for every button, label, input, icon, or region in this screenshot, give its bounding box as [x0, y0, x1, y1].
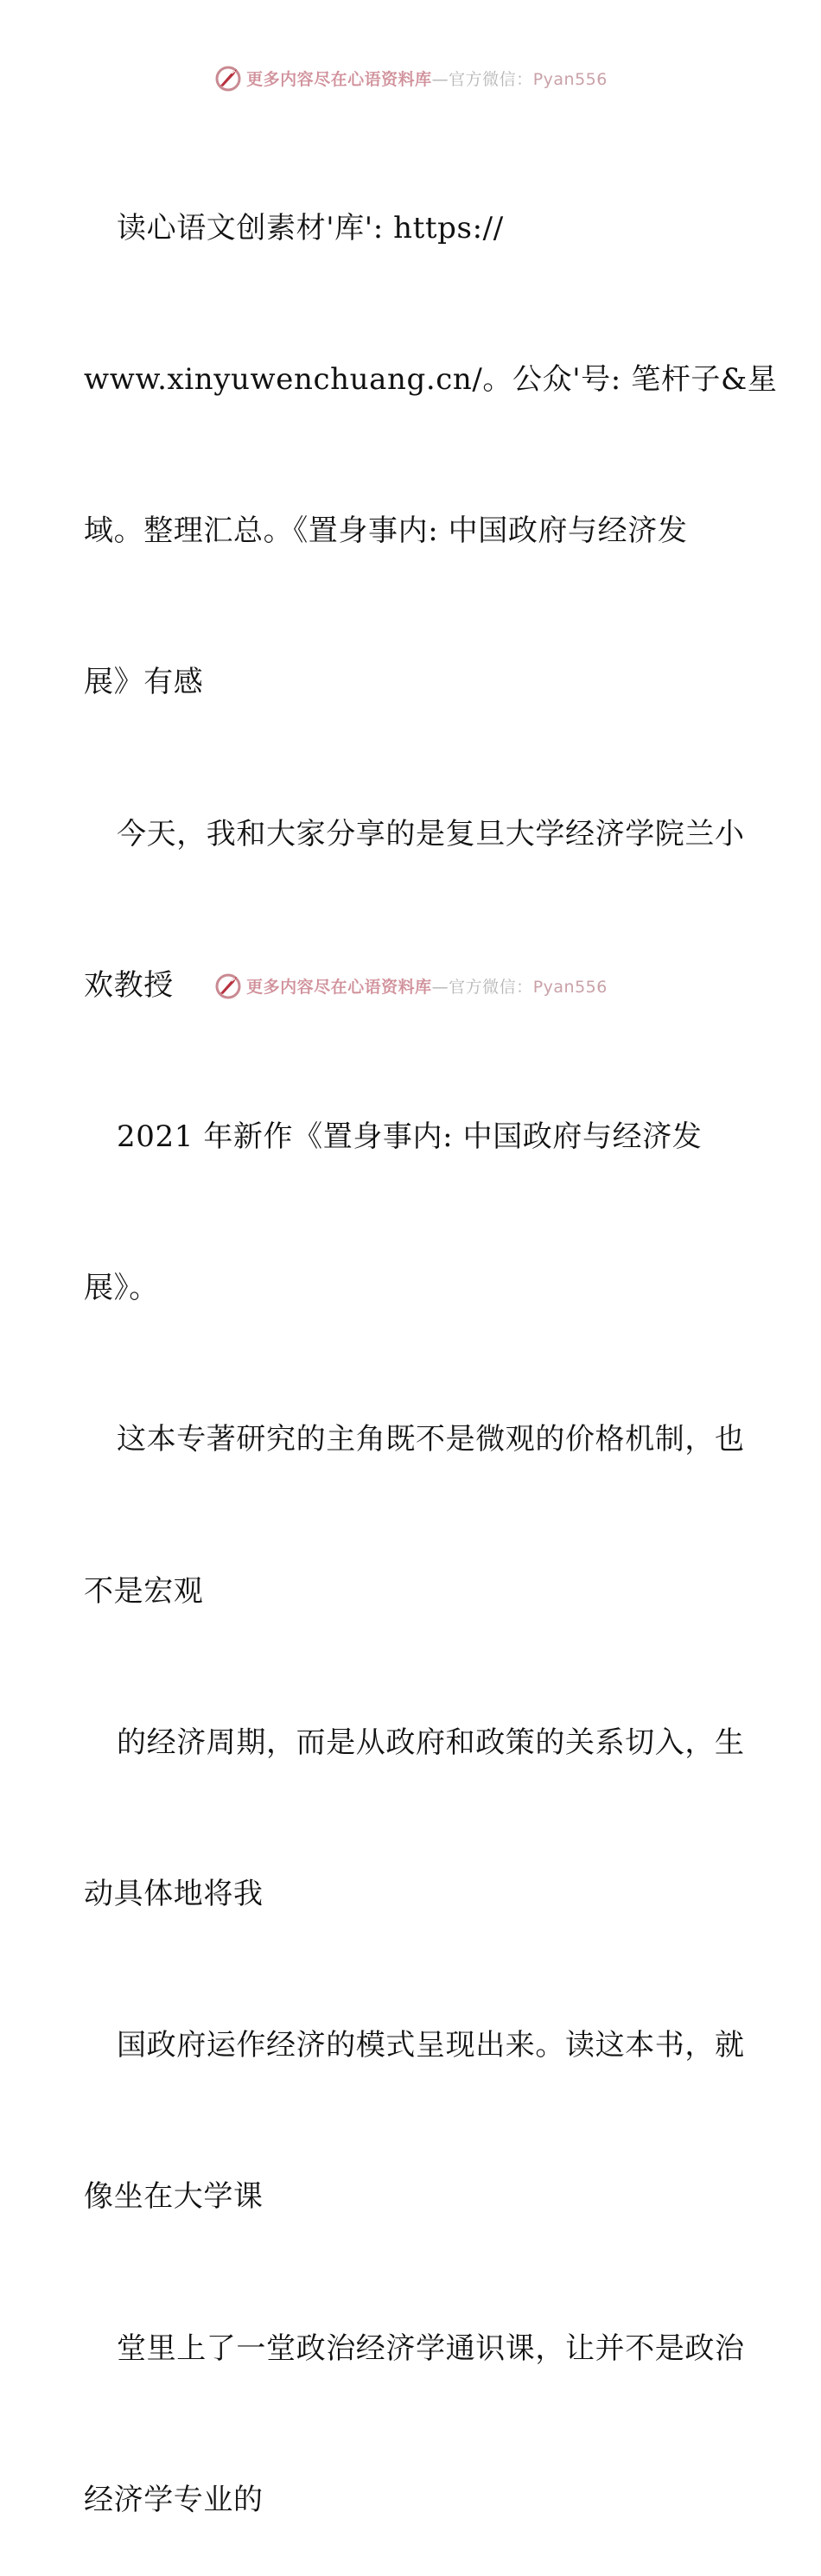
body-line: 国政府运作经济的模式呈现出来。读这本书，就 [117, 2028, 745, 2063]
body-line: 堂里上了一堂政治经济学通识课，让并不是政治 [117, 2331, 745, 2366]
body-line: 域。整理汇总。《置身事内: 中国政府与经济发 [84, 513, 688, 549]
body-line: 2021 年新作《置身事内: 中国政府与经济发 [117, 1119, 703, 1155]
footer-wechat-id: Pyan556 [532, 977, 608, 997]
body-line: 欢教授 [84, 967, 174, 1003]
body-line: 展》。 [84, 1271, 159, 1306]
body-line: www.xinyuwenchuang.cn/。公众'号: 笔杆子&星 [84, 362, 778, 398]
header-site-text: 更多内容尽在心语资料库 [246, 69, 432, 89]
quill-pen-circle-icon [213, 971, 243, 1000]
quill-pen-circle-icon [213, 63, 243, 92]
body-line: 展》有感 [84, 665, 204, 700]
footer-banner [0, 968, 821, 1003]
body-line: 的经济周期，而是从政府和政策的关系切入，生 [117, 1725, 745, 1760]
body-line: 读心语文创素材'库': https:// [117, 210, 504, 245]
header-banner-text [246, 67, 608, 90]
footer-official-text: 官方微信： [449, 977, 533, 997]
body-line: 这本专著研究的主角既不是微观的价格机制，也 [117, 1422, 745, 1457]
body-line: 今天，我和大家分享的是复旦大学经济学院兰小 [117, 816, 745, 851]
body-line: 不是宏观 [84, 1573, 204, 1609]
header-official-text: 官方微信： [449, 69, 533, 89]
footer-site-text: 更多内容尽在心语资料库 [246, 977, 432, 997]
body-line: 像坐在大学课 [84, 2179, 264, 2215]
footer-banner-text [246, 974, 608, 998]
header-wechat-id: Pyan556 [532, 69, 608, 89]
document-body [84, 102, 778, 2576]
body-line: 经济学专业的 [84, 2482, 264, 2517]
footer-dash: — [431, 977, 449, 997]
header-banner [0, 61, 821, 95]
body-line: 动具体地将我 [84, 1877, 264, 1912]
header-dash: — [431, 69, 449, 89]
